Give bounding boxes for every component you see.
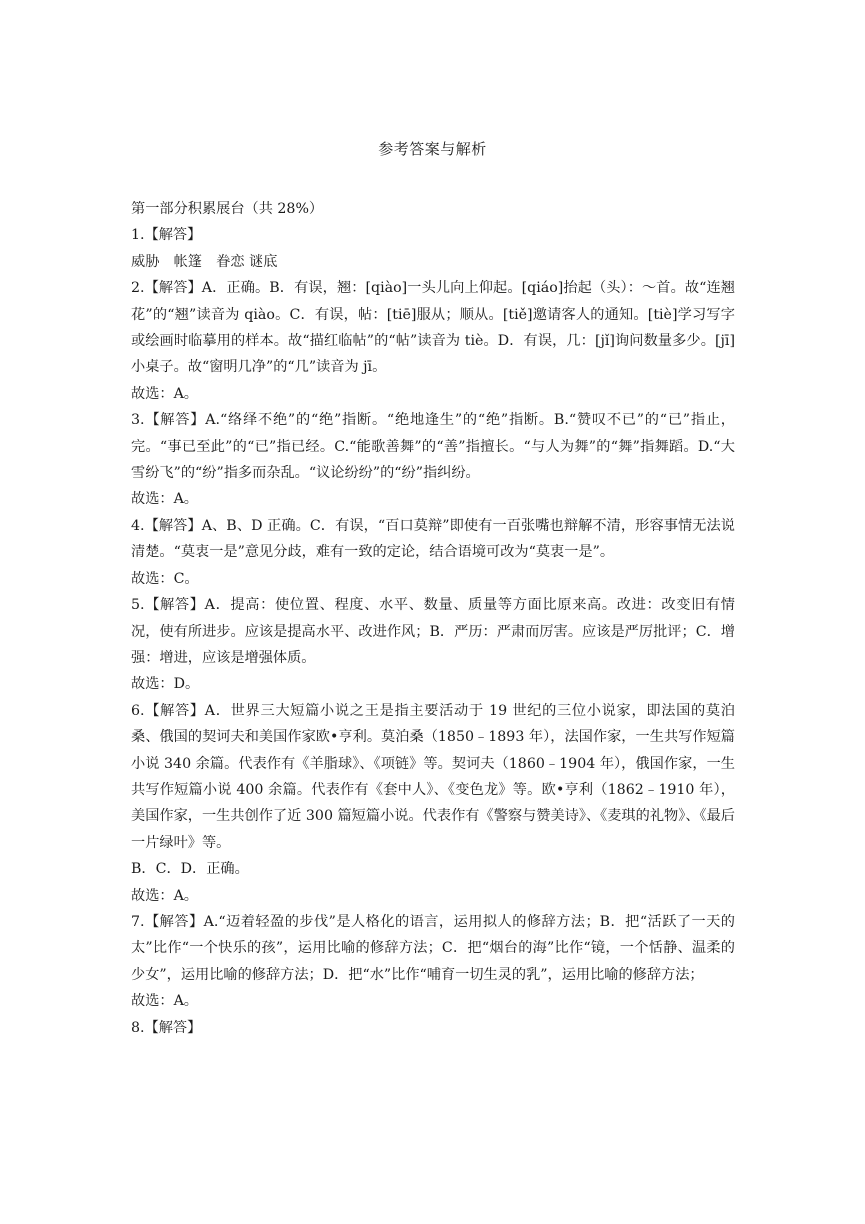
page-title: 参考答案与解析 — [378, 140, 487, 158]
answer-paragraph: 故选：A。 — [131, 993, 198, 1010]
answer-paragraph: B．C．D．正确。 — [131, 861, 249, 878]
answer-paragraph: 故选：A。 — [131, 491, 198, 508]
answer-paragraph: 2.【解答】A．正确。B．有误，翘：[qiào]一头儿向上仰起。[qiáo]抬起（头）：～首。故“连翘花”的“翘”读音为 qiào。C．有误，帖：[tiē]服从；顺从。[tiě]邀请客人的通知。[tiè]学习写字或绘画时临摹用的样本。故“描红临帖”的“帖”读音为 tiè。D．有误，几：[jǐ]询问数量多少。[jī]小桌子。故“窗明几净”的“几”读音为 jī。 — [131, 280, 735, 376]
answer-paragraph: 7.【解答】A.“迈着轻盈的步伐”是人格化的语言，运用拟人的修辞方法；B．把“活跃了一天的太”比作“一个快乐的孩”，运用比喻的修辞方法；C．把“烟台的海”比作“镜，一个恬静、温柔的少女”，运用比喻的修辞方法；D．把“水”比作“哺育一切生灵的乳”，运用比喻的修辞方法； — [131, 913, 735, 983]
answer-paragraph: 5.【解答】A．提高：使位置、程度、水平、数量、质量等方面比原来高。改进：改变旧有情况，使有所进步。应该是提高水平、改进作风；B．严历：严肃而厉害。应该是严厉批评；C．增强：增进，应该是增强体质。 — [131, 597, 735, 666]
answer-paragraph: 故选：A。 — [131, 887, 198, 904]
answer-paragraph: 8.【解答】 — [131, 1019, 202, 1036]
answer-paragraph: 故选：D。 — [131, 676, 200, 693]
answer-paragraph: 故选：C。 — [131, 570, 199, 587]
answer-paragraph: 威胁 帐篷 眷恋 谜底 — [131, 253, 278, 270]
section-heading: 第一部分积累展台（共 28%） — [131, 201, 324, 217]
answer-paragraph: 故选：A。 — [131, 385, 198, 402]
answer-paragraph: 1.【解答】 — [131, 227, 202, 244]
answer-content — [131, 196, 735, 1041]
answer-paragraph: 4.【解答】A、B、D 正确。C．有误，“百口莫辩”即使有一百张嘴也辩解不清，形容事情无法说清楚。“莫衷一是”意见分歧，难有一致的定论，结合语境可改为“莫衷一是”。 — [131, 517, 735, 561]
answer-paragraph: 6.【解答】A．世界三大短篇小说之王是指主要活动于 19 世纪的三位小说家，即法国的莫泊桑、俄国的契诃夫和美国作家欧•亨利。莫泊桑（1850﹣1893 年），法国作家，一生共写作短篇小说 340 余篇。代表作有《羊脂球》、《项链》等。契诃夫（1860﹣1904 年），俄国作家，一生共写作短篇小说 400 余篇。代表作有《套中人》、《变色龙》等。欧•亨利（1862﹣1910 年），美国作家，一生共创作了近 300 篇短篇小说。代表作有《警察与赞美诗》、《麦琪的礼物》、《最后一片绿叶》等。 — [131, 702, 735, 851]
answer-paragraph: 3.【解答】A.“络绎不绝”的“绝”指断。“绝地逢生”的“绝”指断。B.“赞叹不已”的“已”指止，完。“事已至此”的“已”指已经。C.“能歌善舞”的“善”指擅长。“与人为舞”的“舞”指舞蹈。D.“大雪纷飞”的“纷”指多而杂乱。“议论纷纷”的“纷”指纠纷。 — [131, 412, 735, 482]
